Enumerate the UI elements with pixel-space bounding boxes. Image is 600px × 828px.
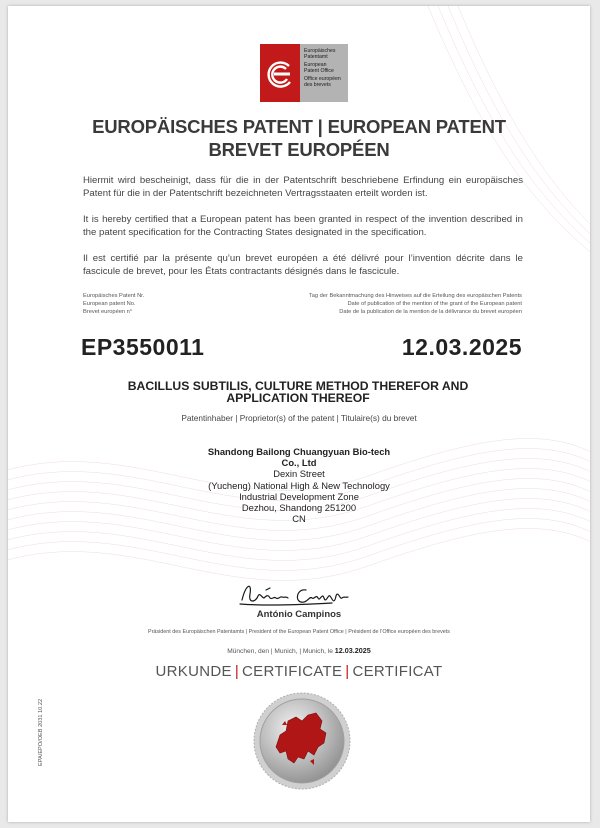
certificate-fr: CERTIFICAT bbox=[352, 663, 443, 680]
epo-logo bbox=[260, 44, 348, 102]
invention-title-line1: BACILLUS SUBTILIS, CULTURE METHOD THEREFOR AND bbox=[127, 379, 469, 393]
certificate-en: CERTIFICATE bbox=[242, 663, 343, 680]
logo-en-line2: Patent Office bbox=[304, 68, 334, 74]
signatory-name: António Campinos bbox=[256, 609, 342, 620]
proprietor-name-line1: Shandong Bailong Chuangyuan Bio-tech bbox=[207, 446, 391, 457]
proprietor-address-line4: Dezhou, Shandong 251200 bbox=[241, 502, 357, 514]
publication-date-label-en: Date of publication of the mention of the grant of the European patent bbox=[347, 301, 522, 308]
proprietor-address-line3: Industrial Development Zone bbox=[239, 490, 359, 502]
proprietor-label: Patentinhaber | Proprietor(s) of the patent | Titulaire(s) du brevet bbox=[181, 413, 417, 423]
certificate-heading bbox=[8, 663, 590, 680]
logo-de-line1: Europäisches bbox=[304, 48, 336, 54]
proprietor-name-line2: Co., Ltd bbox=[281, 457, 317, 469]
epo-logo-wordmark bbox=[300, 44, 348, 102]
logo-fr-line1: Office européen bbox=[304, 76, 341, 82]
place-prefix: München, den | Munich, | Munich, le bbox=[227, 648, 333, 655]
page-title-line1: EUROPÄISCHES PATENT | EUROPEAN PATENT bbox=[92, 116, 506, 137]
proprietor-block bbox=[8, 446, 590, 524]
page-title-line2: BREVET EUROPÉEN bbox=[208, 139, 390, 160]
patent-number-label-de: Europäisches Patent Nr. bbox=[83, 293, 145, 299]
proprietor-address-line1: Dexin Street bbox=[273, 468, 325, 480]
patent-number-label-en: European patent No. bbox=[83, 301, 136, 308]
form-code: EPA/EPO/OEB 2031 10.22 bbox=[38, 698, 44, 766]
publication-date: 12.03.2025 bbox=[401, 334, 522, 360]
europe-map-seal bbox=[252, 691, 352, 791]
patent-number-labels bbox=[83, 292, 144, 317]
proprietor-address-line2: (Yucheng) National High & New Technology bbox=[208, 479, 390, 491]
logo-de-line2: Patentamt bbox=[304, 54, 328, 60]
publication-date-label-de: Tag der Bekanntmachung des Hinweises auf die Erteilung des europäischen Patents bbox=[308, 293, 522, 299]
epo-logo-mark bbox=[260, 44, 300, 102]
logo-fr-line2: des brevets bbox=[304, 82, 331, 88]
statement-en: It is hereby certified that a European patent has been granted in respect of the invention described in the patent specification for the Contracting States designated in the specification. bbox=[83, 214, 523, 239]
certificate-de: URKUNDE bbox=[155, 663, 232, 680]
signatory-title: Präsident des Europäischen Patentamts | President of the European Patent Office | Président de l’Office européen des brevets bbox=[148, 629, 450, 635]
separator: | bbox=[345, 663, 350, 680]
certificate-page bbox=[8, 6, 590, 822]
publication-date-labels bbox=[309, 292, 522, 317]
patent-number-label-fr: Brevet européen n° bbox=[83, 309, 133, 316]
proprietor-address-line5: CN bbox=[292, 513, 306, 525]
signature-image bbox=[236, 576, 376, 612]
place-date: 12.03.2025 bbox=[334, 646, 371, 655]
separator: | bbox=[234, 663, 240, 680]
place-and-date bbox=[8, 646, 590, 655]
statement-de: Hiermit wird bescheinigt, dass für die in der Patentschrift beschriebene Erfindung ein europäisches Patent für die in der Patentschrift bezeichneten Vertragsstaaten erteilt worden ist. bbox=[83, 175, 523, 200]
invention-title-line2: APPLICATION THEREOF bbox=[226, 391, 370, 405]
logo-en-line1: European bbox=[304, 62, 327, 68]
patent-number: EP3550011 bbox=[81, 334, 205, 360]
publication-date-label-fr: Date de la publication de la mention de la délivrance du brevet européen bbox=[339, 309, 522, 316]
statement-fr: Il est certifié par la présente qu’un brevet européen a été délivré pour l’invention décrite dans le fascicule de brevet, pour les États contractants désignés dans le fascicule. bbox=[83, 253, 523, 278]
